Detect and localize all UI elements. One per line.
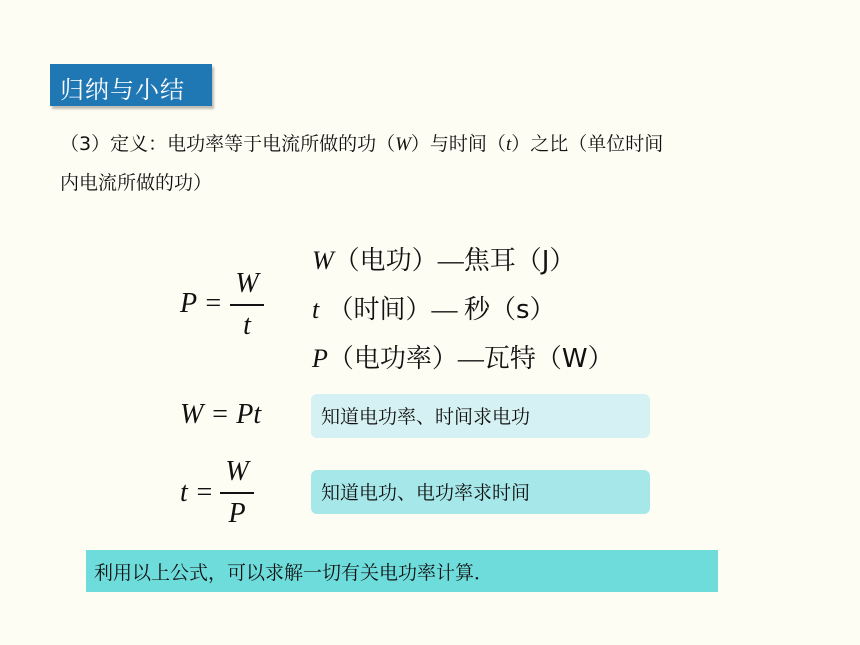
definition-w-symbol: W xyxy=(395,134,411,155)
unit-name: 秒（s） xyxy=(464,295,556,325)
power-formula-numerator: W xyxy=(235,268,259,299)
unit-dash: — xyxy=(457,344,484,373)
unit-quantity: （电功率） xyxy=(327,344,458,374)
definition-line-2: 内电流所做的功） xyxy=(60,172,213,194)
definition-part-3: ）之比（单位时间 xyxy=(511,133,664,155)
unit-symbol: t xyxy=(312,295,320,324)
section-title: 归纳与小结 xyxy=(60,76,185,104)
unit-dash: — xyxy=(431,295,464,324)
summary-text: 利用以上公式，可以求解一切有关电功率计算． xyxy=(94,562,494,584)
note-box-time xyxy=(311,470,650,514)
unit-quantity: （时间） xyxy=(319,295,432,325)
time-formula-fraction xyxy=(220,456,254,530)
note-text: 知道电功率、时间求电功 xyxy=(321,406,531,428)
unit-row-time xyxy=(312,289,556,326)
unit-symbol: W xyxy=(312,246,334,275)
work-formula: W = Pt xyxy=(180,399,262,430)
time-formula-lhs: t = xyxy=(180,477,214,508)
power-formula-fraction xyxy=(230,268,264,342)
definition-part-1: （3）定义：电功率等于电流所做的功（ xyxy=(60,133,396,155)
unit-dash: — xyxy=(437,246,464,275)
note-text: 知道电功、电功率求时间 xyxy=(321,482,531,504)
power-formula-lhs: P = xyxy=(180,288,223,319)
unit-row-work xyxy=(312,240,575,277)
section-title-box xyxy=(50,64,212,106)
unit-row-power xyxy=(312,338,614,375)
summary-box xyxy=(86,550,718,592)
unit-name: 瓦特（W） xyxy=(483,344,614,374)
unit-name: 焦耳（J） xyxy=(463,246,576,276)
time-formula-numerator: W xyxy=(225,456,249,487)
fraction-bar xyxy=(220,492,254,494)
definition-line-1 xyxy=(60,125,760,164)
unit-symbol: P xyxy=(312,344,328,373)
unit-quantity: （电功） xyxy=(333,246,438,276)
power-formula-denominator: t xyxy=(243,309,251,341)
time-formula-denominator: P xyxy=(228,497,246,529)
fraction-bar xyxy=(230,304,264,306)
definition-text xyxy=(60,125,760,202)
note-box-work xyxy=(311,394,650,438)
definition-part-2: ）与时间（ xyxy=(410,133,506,155)
definition-t-symbol: t xyxy=(505,134,512,155)
